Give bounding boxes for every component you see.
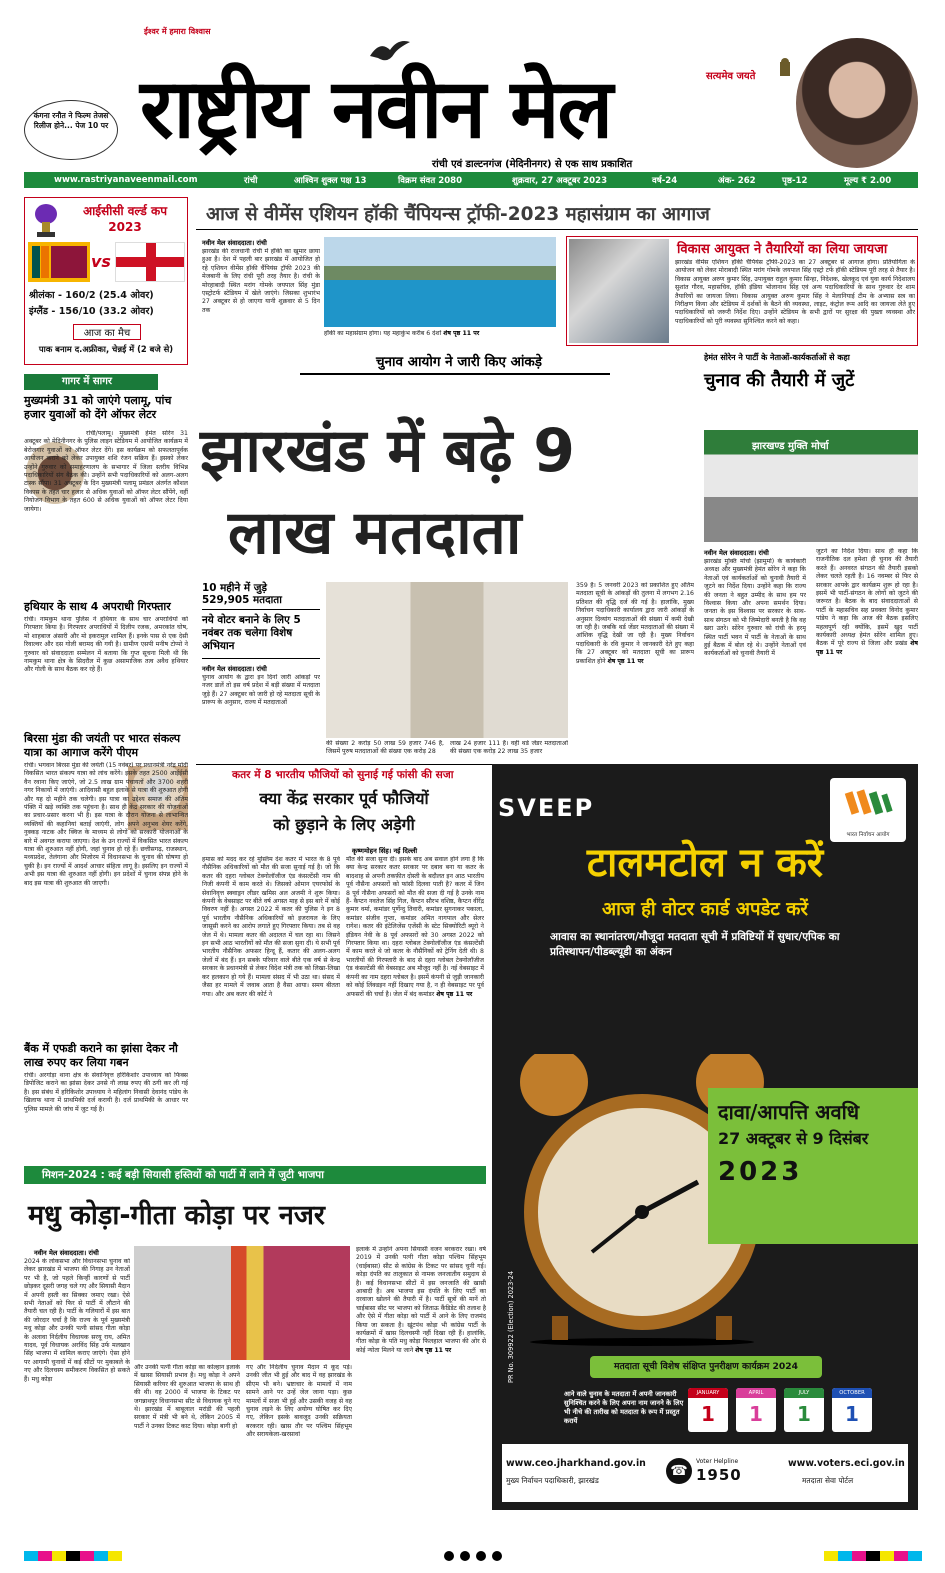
pr-number: PR No. 309922 (Election) 2023-24 <box>507 1270 515 1383</box>
gagar-s1-head: मुख्यमंत्री 31 को जाएंगे पलामू, पांच हजार युवाओं को देंगे ऑफर लेटर <box>24 394 172 421</box>
calendar-month: APRIL <box>736 1388 776 1398</box>
koda-col4 <box>356 1246 486 1534</box>
vikas-headline: विकास आयुक्त ने तैयारियों का लिया जायजा <box>677 242 888 257</box>
divider <box>202 658 320 659</box>
faansi-col2 <box>346 856 484 1156</box>
kicker-underline <box>300 373 610 375</box>
city-label: रांची <box>244 176 258 186</box>
color-strip-right <box>824 1551 922 1561</box>
actress-photo <box>796 38 918 168</box>
vikas-body: झारखंड वीमेंस एशियन हॉकी चैंपियंस ट्रॉफी-2023 का 27 अक्टूबर से आगाज होगा। प्रतियोगिता के आयोजन को लेकर मोराबादी स्थित मरांग गोमके जयपाल सिंह एस्ट्रो टर्फ हॉकी स्टेडियम पूरी तरह से तैयार है। विकास आयुक्त अरुण कुमार सिंह, उपायुक्त राहुल कुमार सिन्हा, निदेशक, खेलकूद एवं युवा कार्य निदेशालय सुशांत गौरव, महासचिव, हॉकी इंडिया भोलानाथ सिंह एवं अन्य पदाधिकारियों के साथ गुरुवार देर शाम तैयारियों का जायजा लिया। विकास आयुक्त अरुण कुमार सिंह ने मेलानियाई टीम के अभ्यास सत्र का निरीक्षण किया और स्टेडियम में दर्शकों के बैठने की व्यवस्था, लाइट, कंट्रोल रूम आदि का जायजा लेते हुए पदाधिकारियों को जरूरी निर्देश दिए। उन्होंने स्टेडियम के सभी द्वारों पर सुरक्षा की पुख्ता व्यवस्था और पदाधिकारियों को पूरी व्यवस्था सुनिश्चित करने को कहा। <box>675 259 915 325</box>
eci-logo <box>830 778 906 842</box>
worldcup-title: आईसीसी वर्ल्ड कप 2023 <box>82 204 168 234</box>
lead-photo <box>326 582 568 738</box>
stadium-photo <box>324 237 556 327</box>
calendar-day: 1 <box>701 1402 715 1426</box>
sveep-subhead: आज ही वोटर कार्ड अपडेट करें <box>602 899 808 920</box>
faansi-col1: हमास को मदद कर रहे मुस्लिम देश कतर में भारत के 8 पूर्व नौसैनिक अधिकारियों को मौत की सजा सुनाई गई है। जो कि कतर की दहरा ग्लोबल टेक्नोलॉजीज एंड कंसल्टेंसी नाम की निजी कंपनी में काम करते थे। जिसको ओमान एयरफोर्स के सेवानिवृत्त स्क्वाड्रन लीडर खमिस अल अजमी ने शुरू किया। कंपनी के वेबसाइट पर बीते वर्ष अगस्त माह से इस बारे में कोई विवरण नहीं है। अगस्त 2022 में कतर की पुलिस ने इन 8 पूर्व भारतीय नौसैनिक अधिकारियों को इजरायल के लिए जासूसी करने का आरोप लगाते हुए गिरफ्तार किया। तब से वह जेल में थे। मामला कतर की अदालत में चल रहा था। जिसने इन सभी आठ भारतीयों को मौत की सजा सुना दी। ये सभी पूर्व भारतीय नौसैनिक अफसर हिन्दू हैं, कतार की अलग-अलग जेलों में बंद हैं। इन सबके परिवार वाले बीते एक वर्ष से केन्द्र सरकार के प्रधानमंत्री से लेकर विदेश मंत्री तक को लिखा-लिखा कर हलकान हो गये हैं। मामला संसद में भी उठा था। संसद में जैसा हर मामले में जवाब आता है वैसा आया। समय बीतता गया। और अब कतर की कोर्ट ने <box>202 856 340 998</box>
faansi-kicker: कतर में 8 भारतीय फौजियों को सुनाई गई फांसी की सजा <box>232 769 454 781</box>
tagline-left: ईश्वर में हमारा विश्वास <box>144 27 211 36</box>
gagar-s4-body: रांची। अरगोड़ा थाना क्षेत्र के सेवानिवृत्त हरिकिशोर उपाध्याय को फिक्स डिपोजिट कराने का झांसा देकर उनसे नौ लाख रुपए की ठगी कर ली गई है। इस संबंध में हरिकिशोर उपाध्याय ने महिलांग निवासी देवानंद पांडेय के खिलाफ थाना में प्राथमिकी दर्ज करायी है। दर्ज प्राथमिकी के आधार पर पुलिस मामले की जांच में जुट गई है। <box>24 1072 188 1113</box>
hemant-col2-text: जुटने का निर्देश दिया। साथ ही कहा कि राजनीतिक दल हमेशा ही चुनाव की तैयारी करते हैं। अनवरत संगठन की तैयारी इसको लेकर चलते रहती है। 16 नवम्बर से फिर से सरकार आपके द्वार कार्यक्रम शुरू हो रहा है। इसमें भी पार्टी-संगठन के लोगों को जुटने की जरूरत है। बैठक के बाद संवाददाताओं से पार्टी के महासचिव सह प्रवक्ता विनोद कुमार पांडेय ने कहा कि आज की बैठक इसलिए महत्वपूर्ण रही क्योंकि, इसमें खुद पार्टी कार्यकारी अध्यक्ष हेमंत सोरेन शामिल हुए। बैठक में पूरे राज्य से जिला और प्रखंड <box>816 548 918 648</box>
faansi-byline: कृष्णमोहन सिंह। नई दिल्ली <box>352 847 418 855</box>
lead-sub2: नये वोटर बनाने के लिए 5 नवंबर तक चलेगा विशेष अभियान <box>202 614 301 652</box>
phone-icon: ☎ <box>666 1458 692 1484</box>
trophy-icon <box>31 202 61 238</box>
koda-kicker <box>24 1166 486 1184</box>
divider <box>202 609 320 610</box>
koda-col3: गए और निर्दलीय चुनाव मैदान में कूद पड़े। उनकी जीत भी हुई और बाद में वह झारखंड के सीएम भी बने। भ्रष्टाचार के मामलों में नाम सामने आने पर उन्हें जेल जाना पड़ा। कुछ मामलों में सजा भी हुई और उसकी वजह से वह चुनाव लड़ने के लिए अयोग्य घोषित कर दिए गए, लेकिन इसके बावजूद उनकी सक्रियता बरकरार रही। खास तौर पर पश्चिम सिंहभूम और सरायकेला-खरसावां <box>246 1364 352 1439</box>
divider <box>196 229 918 230</box>
gagar-s2-body: रांची। नामकुम थाना पुलिस ने हथियार के साथ चार अपराधियों को गिरफ्तार किया है। गिरफ्तार अपराधियों में दिलीप रजक, अमरकांत घोष, मो शाहबाज अंसारी और मो इकरामुल शामिल हैं। इनके पास से एक देसी रिवाल्वर और दस गोली बरामद की गयी है। ग्रामीण एसपी मनीष टोप्पो ने गुरुवार को संवाददाता सम्मेलन में बताया कि गुप्त सूचना मिली थी कि नामकुम थाना क्षेत्र के सिदरौल में कुछ असामाजिक तत्व अवैध हथियार और गोली के साथ बैठक कर रहे हैं। <box>24 616 188 674</box>
program-banner: मतदाता सूची विशेष संक्षिप्त पुनरीक्षण कार्यक्रम 2024 <box>590 1356 822 1378</box>
sveep-ad <box>492 764 918 1510</box>
hemant-col2 <box>816 548 918 754</box>
lead-headline-line1: झारखंड में बढ़े 9 <box>200 416 575 486</box>
hemant-col1: झारखंड मुक्ति मोर्चा (झामुमो) के कार्यकारी अध्यक्ष और मुख्यमंत्री हेमंत सोरेन ने कहा कि नेताओं एवं कार्यकर्ताओं को चुनावी तैयारी में जुटने का निर्देश दिया। उन्होंने कहा कि राज्य की जनता ने बहुत उम्मीद के साथ हम पर विश्वास किया और अपना समर्थन दिया। जनता के इस विश्वास पर सरकार के साथ-साथ संगठन को भी जिम्मेदारी बनती है कि वह खरा उतरे। सोरेन गुरुवार को रांची के हरमू स्थित पार्टी भवन में पार्टी के नेताओं के साथ हुई बैठक में बोल रहे थे। उन्होंने नेताओं एवं कार्यकर्ताओं को चुनावी तैयारी में <box>704 558 806 658</box>
lead-headline-line2: लाख मतदाता <box>228 498 522 568</box>
koda-col1: 2024 के लोकसभा और विधानसभा चुनाव को लेकर झारखंड में भाजपा की निगाह उन नेताओं पर भी है, जो पहले किन्हीं कारणों से पार्टी छोड़कर दूसरी जगह चले गए और सियासी मैदान में अपनी हस्ती का सिक्का जमाए रखा। ऐसे सभी नेताओं को फिर से पार्टी में लौटाने की तैयारी चल रही है। पार्टी के गलियारों में इस बात की जोरदार चर्चा है कि राज्य के पूर्व मुख्यमंत्री मधु कोड़ा और उनकी पत्नी सांसद गीता कोड़ा के अलावा निर्दलीय विधायक सरयू राय, अमित यादव, पूर्व विधायक अरविंद सिंह उर्फ मलखान सिंह भाजपा में शामिल कराए जाएंगे। ऐसा होने पर आगामी चुनावों में कई सीटों पर मुकाबले के नए और दिलचस्प समीकरण विकसित हो सकते हैं। मधु कोड़ा <box>24 1258 130 1383</box>
lead-col4 <box>576 582 694 754</box>
site-left[interactable]: www.ceo.jharkhand.gov.in <box>506 1458 646 1469</box>
gagar-s4-head: बैंक में एफडी कराने का झांसा देकर नौ लाख रुपए कर लिया गबन <box>24 1042 178 1069</box>
color-strip-left <box>24 1551 122 1561</box>
lead-col2: की संख्या 2 करोड़ 50 लाख 59 हजार 746 है, जिसमें पुरुष मतदाताओं की संख्या एक करोड़ 28 <box>326 740 444 756</box>
calendar-july <box>784 1388 824 1432</box>
lead-sub1-line2: 529,905 मतदाता <box>202 594 282 606</box>
sveep-note: आने वाले चुनाव के मतदाता में अपनी जानकारी सुनिश्चित करने के लिए अपना नाम जानने के लिए भी नीचे की तारीख को मतदाता के रूप में प्रस्तुत करायें <box>564 1390 684 1425</box>
calendar-month: JULY <box>784 1388 824 1398</box>
gagar-s2-head: हथियार के साथ 4 अपराधी गिरफ्तार <box>24 600 171 613</box>
hockey-continued[interactable]: शेष पृष्ठ 11 पर <box>443 330 480 337</box>
hockey-body: झारखंड की राजधानी रांची में हॉकी का खुमार छाया हुआ है। देश में पहली बार झारखंड में आयोजित हो रहे एशियन वीमेंस हॉकी चैंपियंस ट्रॉफी 2023 की मेजबानी के लिए रांची पूरी तरह तैयार है। रांची के मोरहाबादी स्थित मरांग गोमके जयपाल सिंह मुंडा एस्ट्रोटर्फ स्टेडियम में खेले जाएंगे। जिसका शुभारंभ 27 अक्टूबर से हो जाएगा यानी शुक्रवार से 5 दिन तक <box>202 248 320 314</box>
score-england: इंग्लैंड - 156/10 (33.2 ओवर) <box>29 306 154 317</box>
calendar-month: OCTOBER <box>832 1388 872 1398</box>
lead-col1: चुनाव आयोग के द्वारा इन दिनों जारी आंकड़ों पर नजर डालें तो इस वर्ष प्रदेश में बड़ी संख्या में मतदाता जुड़े हैं। 27 अक्टूबर को जारी हो रहे मतदाता सूची के प्रारूप के अनुसार, राज्य में मतदाताओं <box>202 674 320 707</box>
hockey-byline: नवीन मेल संवाददाता। रांची <box>202 239 267 247</box>
worldcup-box <box>24 197 188 365</box>
calendar-day: 1 <box>845 1402 859 1426</box>
helpline-number[interactable]: 1950 <box>696 1466 742 1484</box>
gagar-s1-body: रांची/पलामू। मुख्यमंत्री हेमंत सोरेन 31 अक्टूबर को मेदिनीनगर के पुलिस लाइन स्टेडियम में आयोजित कार्यक्रम में बेरोजगार युवाओं को ऑफर लेटर देंगे। इस कार्यक्रम को सफलतापूर्वक आयोजन कराने को लेकर उपायुक्त शशि रंजन सक्रिय हैं। इसको लेकर उन्होंने गुरुवार को समाहरणालय के सभागार में जिला स्तरीय विभिन्न पदाधिकारियों संग बैठक की। उन्होंने सभी पदाधिकारियों को अलग-अलग टास्क सौंपा। 31 अक्टूबर के दिन मुख्यमंत्री पलामू प्रमंडल अंतर्गत कौशल विकास के तहत चार हजार से अधिक युवाओं को ऑफर लेटर सौंपेंगे, वहीं नियोजन विभाग के तहत 600 से अधिक युवाओं को ऑफर लेटर दिया जायेगा। <box>24 430 188 513</box>
score-srilanka: श्रीलंका - 160/2 (25.4 ओवर) <box>29 290 154 301</box>
lead-col4-text: 359 है। 5 जनवरी 2023 को प्रकाशित हुए अंतिम मतदाता सूची के आंकड़ों की तुलना में लगभग 2.16 प्रतिशत की वृद्धि दर्ज की गई है। हालांकि, मुख्य निर्वाचन पदाधिकारी कार्यालय द्वारा जारी आंकड़ों के अनुसार दिव्यांग मतदाताओं की संख्या में कमी देखी जा रही है। जबकि थर्ड जेंडर मतदाताओं की संख्या में आंशिक वृद्धि देखी जा रही है। मुख्य निर्वाचन पदाधिकारी के रवि कुमार ने जानकारी देते हुए कहा कि 27 अक्टूबर को मतदाता सूची का प्रारूप प्रकाशित होने <box>576 582 694 665</box>
claim-year: 2023 <box>718 1157 803 1187</box>
hemant-continued[interactable]: शेष पृष्ठ 11 पर <box>816 640 918 656</box>
lead-kicker: चुनाव आयोग ने जारी किए आंकड़े <box>375 354 543 370</box>
motto: सत्यमेव जयते <box>706 71 756 82</box>
faansi-continued[interactable]: शेष पृष्ठ 11 पर <box>436 990 473 998</box>
calendar-day: 1 <box>749 1402 763 1426</box>
website-link[interactable]: www.rastriyanaveenmail.com <box>54 175 198 185</box>
lead-col3: लाख 24 हजार 111 है। वहीं थर्ड जेंडर मतदाताओं की संख्या एक करोड़ 22 लाख 35 हजार <box>450 740 568 756</box>
helpline-label: Voter Helpline <box>696 1458 739 1465</box>
sveep-footer <box>502 1444 908 1502</box>
lead-continued[interactable]: शेष पृष्ठ 11 पर <box>607 657 644 665</box>
vikas-photo <box>569 239 669 343</box>
calendar-january <box>688 1388 728 1432</box>
claim-title: दावा/आपत्ति अवधि <box>718 1100 860 1124</box>
calendar-day: 1 <box>797 1402 811 1426</box>
hemant-kicker: हेमंत सोरेन ने पार्टी के नेताओं-कार्यकर्ताओं से कहा <box>704 353 850 362</box>
date: शुक्रवार, 27 अक्टूबर 2023 <box>512 176 608 186</box>
org-left: मुख्य निर्वाचन पदाधिकारी, झारखंड <box>506 1476 599 1485</box>
dateline-bar <box>24 172 918 188</box>
gagar-tag: गागर में सागर <box>24 374 158 390</box>
sveep-logo: SVEEP <box>498 794 595 822</box>
jmm-photo <box>704 430 918 542</box>
hemant-byline: नवीन मेल संवाददाता। रांची <box>704 549 769 557</box>
faansi-headline-line1: क्या केंद्र सरकार पूर्व फौजियों <box>259 789 429 808</box>
masthead <box>0 0 945 172</box>
lead-sub1 <box>202 582 322 606</box>
samvat: विक्रम संवत 2080 <box>398 176 463 186</box>
site-right[interactable]: www.voters.eci.gov.in <box>788 1458 905 1469</box>
hemant-headline: चुनाव की तैयारी में जुटें <box>704 370 855 391</box>
faansi-headline-line2: को छुड़ाने के लिए अड़ेगी <box>273 815 415 834</box>
hockey-banner: आज से वीमेंस एशियन हॉकी चैंपियन्स ट्रॉफी-2023 महासंग्राम का आगाज <box>206 204 710 225</box>
sveep-desc: आवास का स्थानांतरण/मौजूदा मतदाता सूची में प्रविष्टियों में सुधार/एपिक का प्रतिस्थापन/पीडब्ल्यूडी का अंकन <box>550 931 840 958</box>
masthead-subtitle: रांची एवं डाल्टनगंज (मेदिनीनगर) से एक साथ प्रकाशित <box>432 159 633 170</box>
teaser-bubble[interactable] <box>24 100 118 160</box>
koda-kicker-text: मिशन-2024 : कई बड़ी सियासी हस्तियों को पार्टी में लाने में जुटी भाजपा <box>42 1169 324 1181</box>
hockey-caption <box>324 330 556 340</box>
gagar-s3-body: रांची। भगवान बिरसा मुंडा की जयंती (15 नवंबर) पर प्रधानमंत्री नरेंद्र मोदी विकसित भारत संकल्प यात्रा को लांच करेंगे। इसके तहत 2500 आईईसी वैन रवाना किए जाएंगे, जो 2.5 लाख ग्राम पंचायतों और 3700 शहरी नगर निकायों में जाएंगी। आदिवासी बहुल इलाके से यात्रा की शुरुआत होगी और यह दो महीने तक चलेगी। इस यात्रा का उद्देश्य समाज की अंतिम पंक्ति में खड़े व्यक्ति तक पहुंचना है। साथ ही केंद्र सरकार की योजनाओं का प्रचार-प्रसार करना भी है। इस यात्रा के दौरान योजना से लाभान्वित व्यक्तियों की कहानियां बताई जाएंगी, लोग अपने अनुभव शेयर करेंगे, नुक्कड़ नाटक और क्विज के माध्यम से लोगों को सरकारी योजनाओं के बारे में अवगत कराया जाएगा। देश के उन राज्यों में विकसित भारत संकल्प यात्रा की शुरुआत नहीं होगी, जहां चुनाव हो रहे हैं। छत्तीसगढ़, राजस्थान, मध्यप्रदेश, तेलंगाना और मिजोरम में विधानसभा के चुनाव की घोषणा हो चुकी है। इन राज्यों में आदर्श आचार संहिता लागू है। इसलिए इन राज्यों में अभी इस यात्रा की शुरुआत नहीं होगी। इन प्रदेशों में चुनाव संपन्न होने के बाद इस यात्रा की शुरुआत की जाएगी। <box>24 762 188 887</box>
jmm-banner: झारखण्ड मुक्ति मोर्चा <box>752 441 829 452</box>
calendar-april <box>736 1388 776 1432</box>
qualifying-dates <box>688 1388 884 1434</box>
koda-col2: और उनकी पत्नी गीता कोड़ा का कोल्हान इलाके में खासा सियासी प्रभाव है। मधु कोड़ा ने अपने सियासी करियर की शुरुआत भाजपा के साथ ही की थी। वह 2000 में भाजपा के टिकट पर जगन्नाथपुर विधानसभा सीट से विधायक चुने गए थे। झारखंड में बाबूलाल मरांडी की पहली सरकार में मंत्री भी बने थे, लेकिन 2005 में पार्टी ने उनका टिकट काट दिया। कोड़ा बागी हो <box>134 1364 240 1430</box>
koda-headline: मधु कोड़ा-गीता कोड़ा पर नजर <box>28 1200 325 1231</box>
paper-title: राष्ट्रीय नवीन मेल <box>140 62 612 157</box>
calendar-october <box>832 1388 872 1432</box>
today-match-label: आज का मैच <box>73 324 141 340</box>
koda-col4-text: इलाके में उन्होंने अपना सियासी वजन बरकरार रखा। वर्ष 2019 में उनकी पत्नी गीता कोड़ा पश्चिम सिंहभूम (चाईबासा) सीट से कांग्रेस के टिकट पर सांसद चुनी गई। कोड़ा दंपति का तालुकात से नामक जनजातीय समुदाय से है। कई विधानसभा सीटों में इस जनजाति की खासी आबादी है। अब भाजपा इस दंपति के लिए पार्टी का दरवाजा खोलने की तैयारी में है। पार्टी सूत्रों की मानें तो चाईबासा सीट पर भाजपा को जिताऊ कैंडिडेट की तलाश है और ऐसे में गीता कोड़ा को पार्टी में आने के लिए राजमंद किया जा सकता है। खूंटपंथ कोड़ा भी कांग्रेस पार्टी के कार्यक्रमों में खास दिलचस्पी नहीं दिखा रही हैं। हालांकि, गीता कोड़ा के पति मधु कोड़ा फिलहाल भाजपा की ओर से कोई न्योता मिलने या जाने <box>356 1246 486 1354</box>
issue: अंक- 262 <box>718 176 756 186</box>
claim-box <box>708 1088 918 1244</box>
emblem-icon <box>776 58 794 80</box>
claim-dates: 27 अक्टूबर से 9 दिसंबर <box>718 1129 869 1148</box>
gagar-s3-head: बिरसा मुंडा की जयंती पर भारत संकल्प यात्रा का आगाज करेंगे पीएम <box>24 732 181 759</box>
koda-photo <box>134 1246 350 1360</box>
eci-caption: भारत निर्वाचन आयोग <box>846 832 890 838</box>
today-match: पाक बनाम द.अफ्रीका, चेन्नई में (2 बजे से) <box>38 344 174 354</box>
lead-byline: नवीन मेल संवाददाता। रांची <box>202 665 267 673</box>
england-flag <box>115 242 185 282</box>
price: मूल्य ₹ 2.00 <box>844 176 892 186</box>
faansi-col2-text: मौत की सजा सुना दी। इसके बाद अब सवाल होने लगा है कि क्या केन्द्र सरकार कतर सरकार पर दबाव बना या कतर के बादशाह से अपनी तकफ़ीत दोस्ती के बदौलत इन आठ भारतीय पूर्व नौसैना अफसरों को फांसी दिलवा पाती है? कतर में जिन 8 पूर्व नौसैना अफसरों को मौत की सजा दी गई है उनके नाम हैं- कैप्टन नवतेज सिंह गिल, कैप्टन सौरभ वशिष्ठ, कैप्टन वीरेंद्र कुमार वर्मा, कमांडर पूर्णेन्दु तिवारी, कमांडर सुगनाकर पकाला, कमांडर संजीव गुप्ता, कमांडर अमित नागपाल और सेलर रागेश। कतर की इंटेलिजेंस एजेंसी के स्टेट सिक्योरिटी ब्यूरो ने इंडियन नेवी के 8 पूर्व अफसरों को 30 अगस्त 2022 को गिरफ्तार किया था। दहरा ग्लोबल टेक्नोलॉजीज एंड कंसल्टेंसी में काम करते थे जो कतर के नौसैनिकों को ट्रेनिंग देती थी। 8 भारतीयों की गिरफ्तारी के बाद से दहरा ग्लोबल टेक्नोलॉजीज एंड कंसल्टेंसी की वेबसाइट अब मौजूद नहीं है। नई वेबसाइट में कंपनी का नाम दहरा ग्लोबल है। इसमें कंपनी से जुड़ी जानकारी को कोई लिंक्डइन नहीं दिखाए गया है, न ही वेबसाइट पर पूर्व अफसरों की चर्चा है। जेल में बंद कमांडर <box>346 856 484 998</box>
pages: पृष्ठ-12 <box>782 176 808 186</box>
org-right: मतदाता सेवा पोर्टल <box>802 1476 854 1485</box>
srilanka-flag <box>28 242 90 282</box>
koda-continued[interactable]: शेष पृष्ठ 11 पर <box>415 1346 452 1354</box>
vikas-box <box>566 236 918 346</box>
print-color-bar <box>24 1550 922 1562</box>
vs-label: vs <box>91 252 111 271</box>
calendar-month: JANUARY <box>688 1388 728 1398</box>
registration-marks <box>444 1551 502 1561</box>
teaser-text: कंगना रनौत ने फिल्म तेजस रिलीज होने... पेज 10 पर <box>33 111 109 130</box>
year: वर्ष-24 <box>652 176 678 186</box>
koda-byline: नवीन मेल संवाददाता। रांची <box>34 1249 99 1257</box>
hockey-caption-text: हॉकी का महासंग्राम होगा। यह महाकुंभ करीब 6 देशों <box>324 330 442 337</box>
sveep-headline: टालमटोल न करें <box>586 840 824 886</box>
lead-sub1-line1: 10 महीने में जुड़े <box>202 582 267 594</box>
tithi: आश्विन शुक्ल पक्ष 13 <box>294 176 367 186</box>
